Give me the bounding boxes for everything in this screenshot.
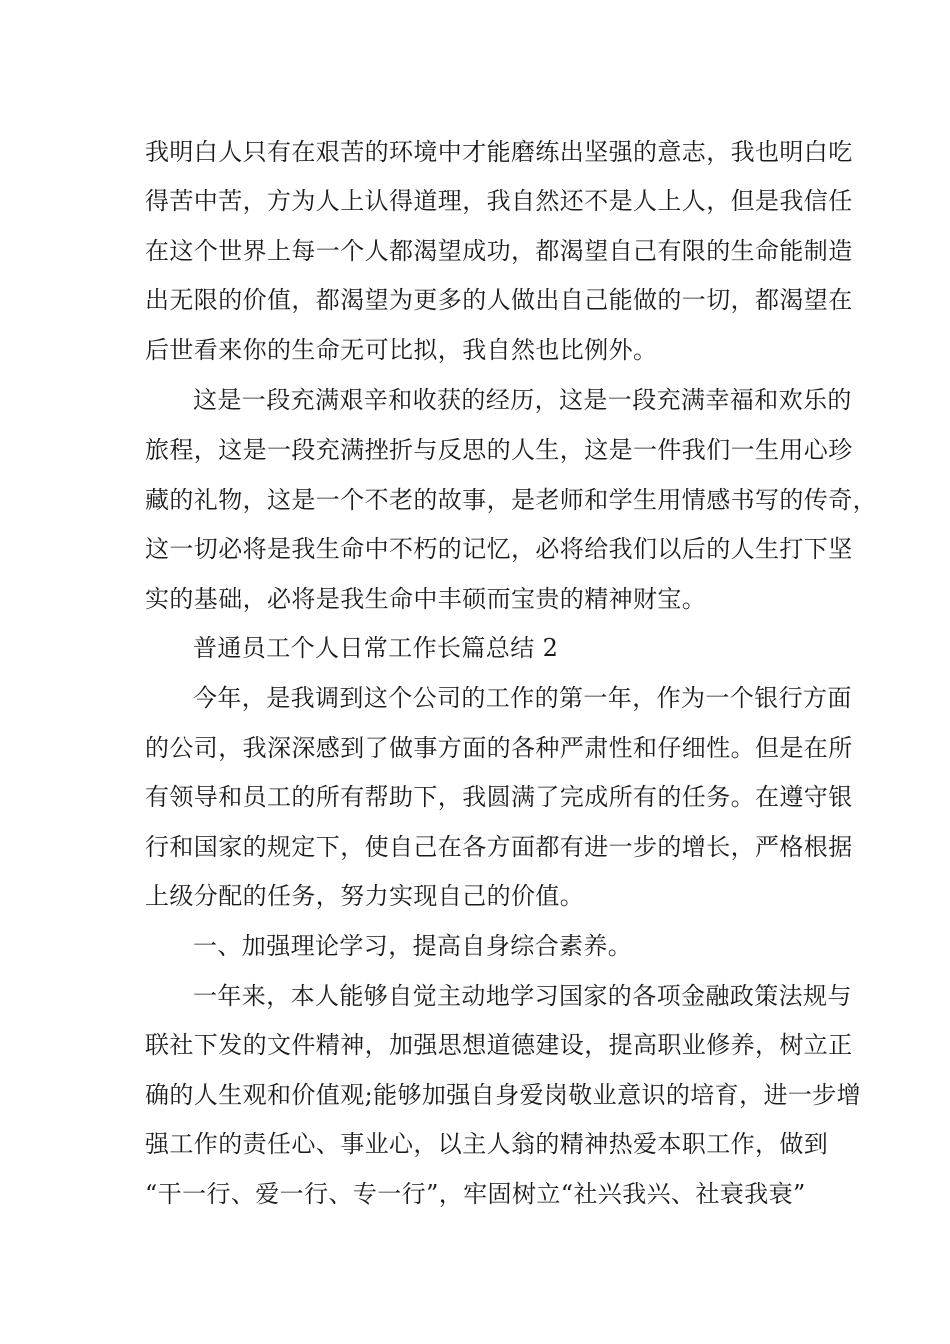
text-line-13: 的公司，我深深感到了做事方面的各种严肃性和仔细性。但是在所	[145, 734, 853, 762]
text-line-14: 有领导和员工的所有帮助下，我圆满了完成所有的任务。在遵守银	[145, 783, 853, 811]
text-line-22: “干一行、爱一行、专一行”，牢固树立“社兴我兴、社衰我衰”	[145, 1180, 806, 1208]
text-line-3: 在这个世界上每一个人都渴望成功，都渴望自己有限的生命能制造	[145, 237, 853, 265]
text-line-16: 上级分配的任务，努力实现自己的价值。	[145, 882, 585, 910]
text-line-4: 出无限的价值，都渴望为更多的人做出自己能做的一切，都渴望在	[145, 286, 853, 314]
text-line-9: 这一切必将是我生命中不朽的记忆，必将给我们以后的人生打下坚	[145, 535, 853, 563]
section-heading: 普通员工个人日常工作长篇总结 2	[193, 634, 559, 662]
text-line-6: 这是一段充满艰辛和收获的经历，这是一段充满幸福和欢乐的	[193, 386, 852, 414]
text-line-1: 我明白人只有在艰苦的环境中才能磨练出坚强的意志，我也明白吃	[145, 138, 853, 166]
text-line-5: 后世看来你的生命无可比拟，我自然也比例外。	[145, 336, 658, 364]
text-line-21: 强工作的责任心、事业心，以主人翁的精神热爱本职工作，做到	[145, 1130, 829, 1158]
text-line-7: 旅程，这是一段充满挫折与反思的人生，这是一件我们一生用心珍	[145, 436, 853, 464]
text-line-19: 联社下发的文件精神，加强思想道德建设，提高职业修养，树立正	[145, 1031, 853, 1059]
text-line-18: 一年来，本人能够自觉主动地学习国家的各项金融政策法规与	[193, 982, 852, 1010]
text-line-8: 藏的礼物，这是一个不老的故事，是老师和学生用情感书写的传奇，	[145, 486, 877, 514]
text-line-15: 行和国家的规定下，使自己在各方面都有进一步的增长，严格根据	[145, 833, 853, 861]
text-line-10: 实的基础，必将是我生命中丰硕而宝贵的精神财宝。	[145, 585, 707, 613]
text-line-2: 得苦中苦，方为人上认得道理，我自然还不是人上人，但是我信任	[145, 187, 853, 215]
text-line-12: 今年，是我调到这个公司的工作的第一年，作为一个银行方面	[193, 684, 852, 712]
subheading: 一、加强理论学习，提高自身综合素养。	[193, 932, 633, 960]
text-line-20: 确的人生观和价值观;能够加强自身爱岗敬业意识的培育，进一步增	[145, 1081, 862, 1109]
